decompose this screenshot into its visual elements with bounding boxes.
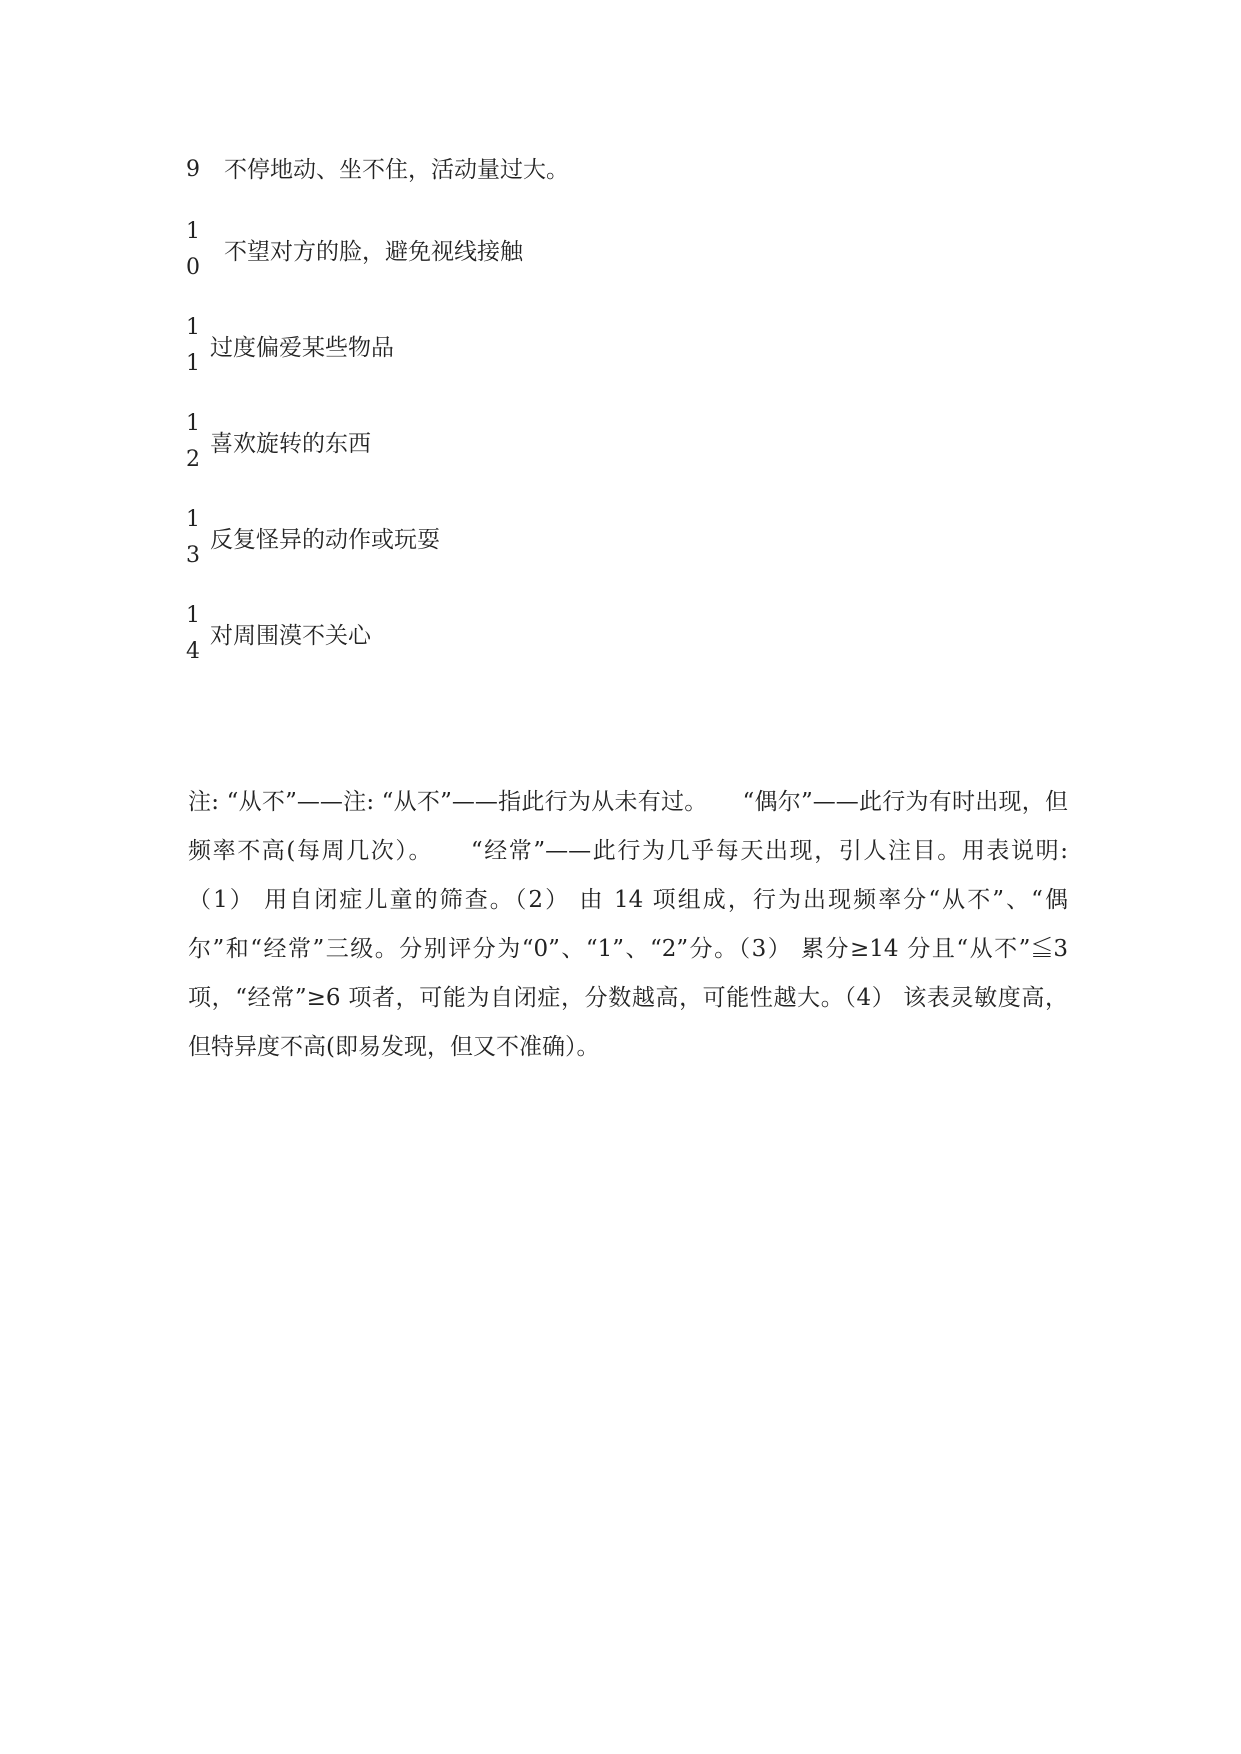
list-item	[186, 310, 1086, 406]
item-number: 9	[186, 157, 200, 182]
behavior-item-list	[186, 148, 1086, 694]
item-number: 13	[186, 507, 200, 568]
item-text: 不停地动、坐不住，活动量过大。	[224, 157, 569, 183]
item-text: 不望对方的脸，避免视线接触	[224, 239, 523, 265]
item-number: 12	[186, 411, 200, 472]
item-number: 10	[186, 219, 200, 280]
scoring-note: 注: “从不”——注: “从不”——指此行为从未有过。 “偶尔”——此行为有时出现，但频率不高(每周几次）。 “经常”——此行为几乎每天出现，引人注目。用表说明: （1） 用自闭症儿童的筛查。（2） 由 14 项组成，行为出现频率分“从不”、“偶尔”和“经常”三级。分别评分为“0”、“1”、“2”分。（3） 累分≥14 分且“从不”≦3 项，“经常”≥6 项者，可能为自闭症，分数越高，可能性越大。（4） 该表灵敏度高，但特异度不高(即易发现，但又不准确）。	[188, 789, 1076, 1060]
item-text: 对周围漠不关心	[210, 623, 371, 649]
item-number: 14	[186, 603, 200, 664]
item-number: 11	[186, 315, 200, 376]
item-text: 过度偏爱某些物品	[210, 335, 394, 361]
list-item	[186, 214, 1086, 310]
list-item	[186, 148, 1086, 214]
item-text: 反复怪异的动作或玩耍	[210, 527, 440, 553]
list-item	[186, 406, 1086, 502]
item-text: 喜欢旋转的东西	[210, 431, 371, 457]
list-item	[186, 502, 1086, 598]
list-item	[186, 598, 1086, 694]
